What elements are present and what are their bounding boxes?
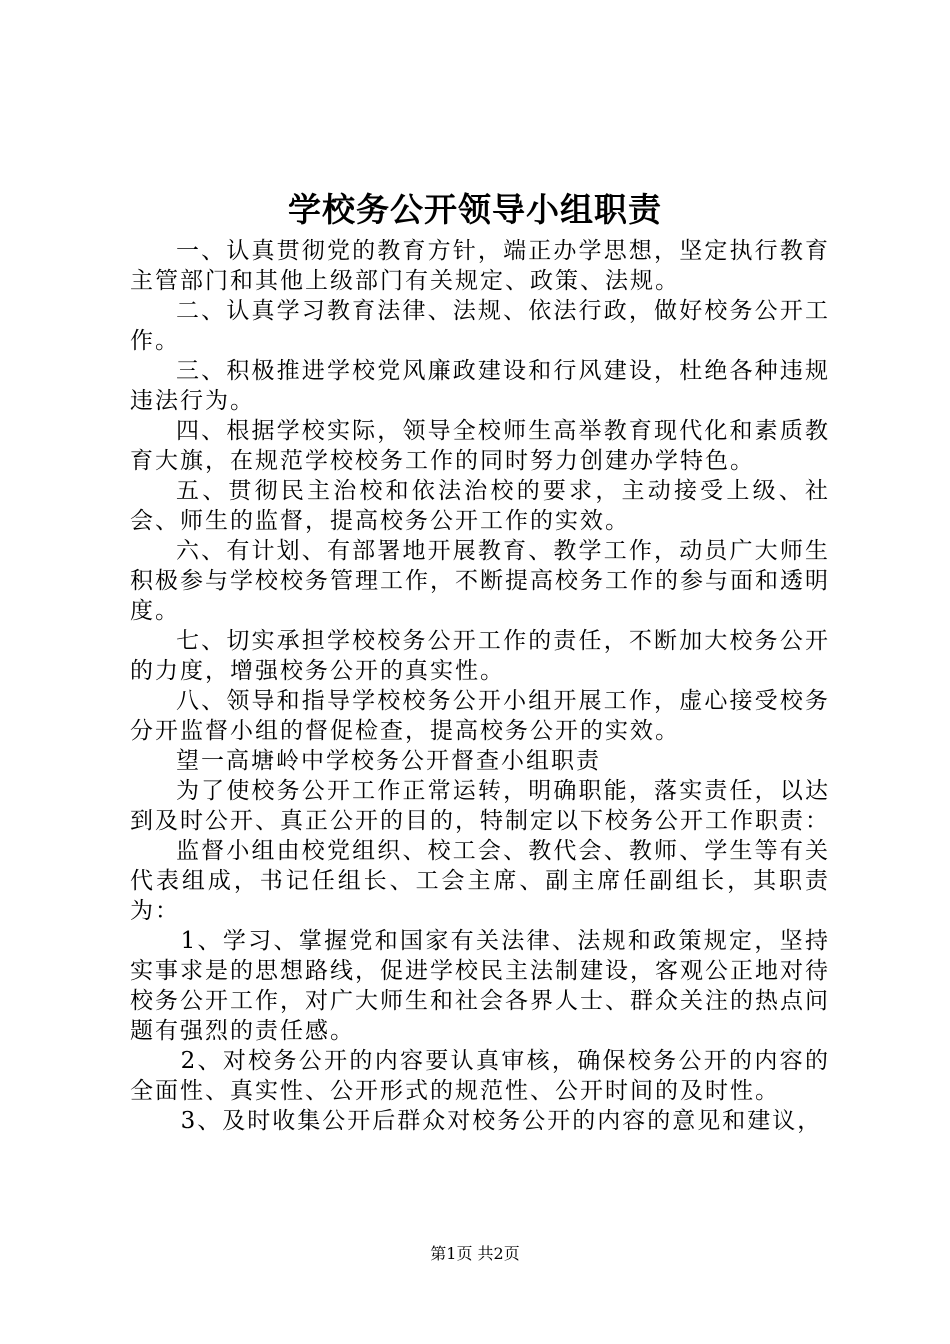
section-heading: 望一高塘岭中学校务公开督查小组职责 (176, 748, 601, 774)
paragraph-8: 八、领导和指导学校校务公开小组开展工作，虚心接受校务分开监督小组的督促检查，提高校务公开的实效。 (130, 688, 830, 744)
paragraph-1: 一、认真贯彻党的教育方针，端正办学思想，坚定执行教育主管部门和其他上级部门有关规定、政策、法规。 (130, 238, 830, 294)
duty-item-3: 3、及时收集公开后群众对校务公开的内容的意见和建议， (180, 1108, 823, 1134)
paragraph-composition: 监督小组由校党组织、校工会、教代会、教师、学生等有关代表组成，书记任组长、工会主席、副主席任副组长，其职责为： (130, 838, 830, 924)
page-footer: 第1页 共2页 (430, 1244, 520, 1263)
duty-item-2: 2、对校务公开的内容要认真审核，确保校务公开的内容的全面性、真实性、公开形式的规范性、公开时间的及时性。 (130, 1048, 830, 1104)
paragraph-7: 七、切实承担学校校务公开工作的责任，不断加大校务公开的力度，增强校务公开的真实性。 (130, 628, 830, 684)
document-body (130, 236, 830, 1136)
document-title: 学校务公开领导小组职责 (288, 190, 662, 229)
paragraph-6: 六、有计划、有部署地开展教育、教学工作，动员广大师生积极参与学校校务管理工作，不断提高校务工作的参与面和透明度。 (130, 538, 830, 624)
paragraph-5: 五、贯彻民主治校和依法治校的要求，主动接受上级、社会、师生的监督，提高校务公开工作的实效。 (130, 478, 830, 534)
paragraph-2: 二、认真学习教育法律、法规、依法行政，做好校务公开工作。 (130, 298, 830, 354)
paragraph-3: 三、积极推进学校党风廉政建设和行风建设，杜绝各种违规违法行为。 (130, 358, 830, 414)
paragraph-4: 四、根据学校实际，领导全校师生高举教育现代化和素质教育大旗，在规范学校校务工作的同时努力创建办学特色。 (130, 418, 830, 474)
duty-item-1: 1、学习、掌握党和国家有关法律、法规和政策规定，坚持实事求是的思想路线，促进学校民主法制建设，客观公正地对待校务公开工作，对广大师生和社会各界人士、群众关注的热点问题有强烈的责任感。 (130, 928, 830, 1044)
paragraph-intro: 为了使校务公开工作正常运转，明确职能，落实责任，以达到及时公开、真正公开的目的，特制定以下校务公开工作职责： (130, 778, 830, 834)
